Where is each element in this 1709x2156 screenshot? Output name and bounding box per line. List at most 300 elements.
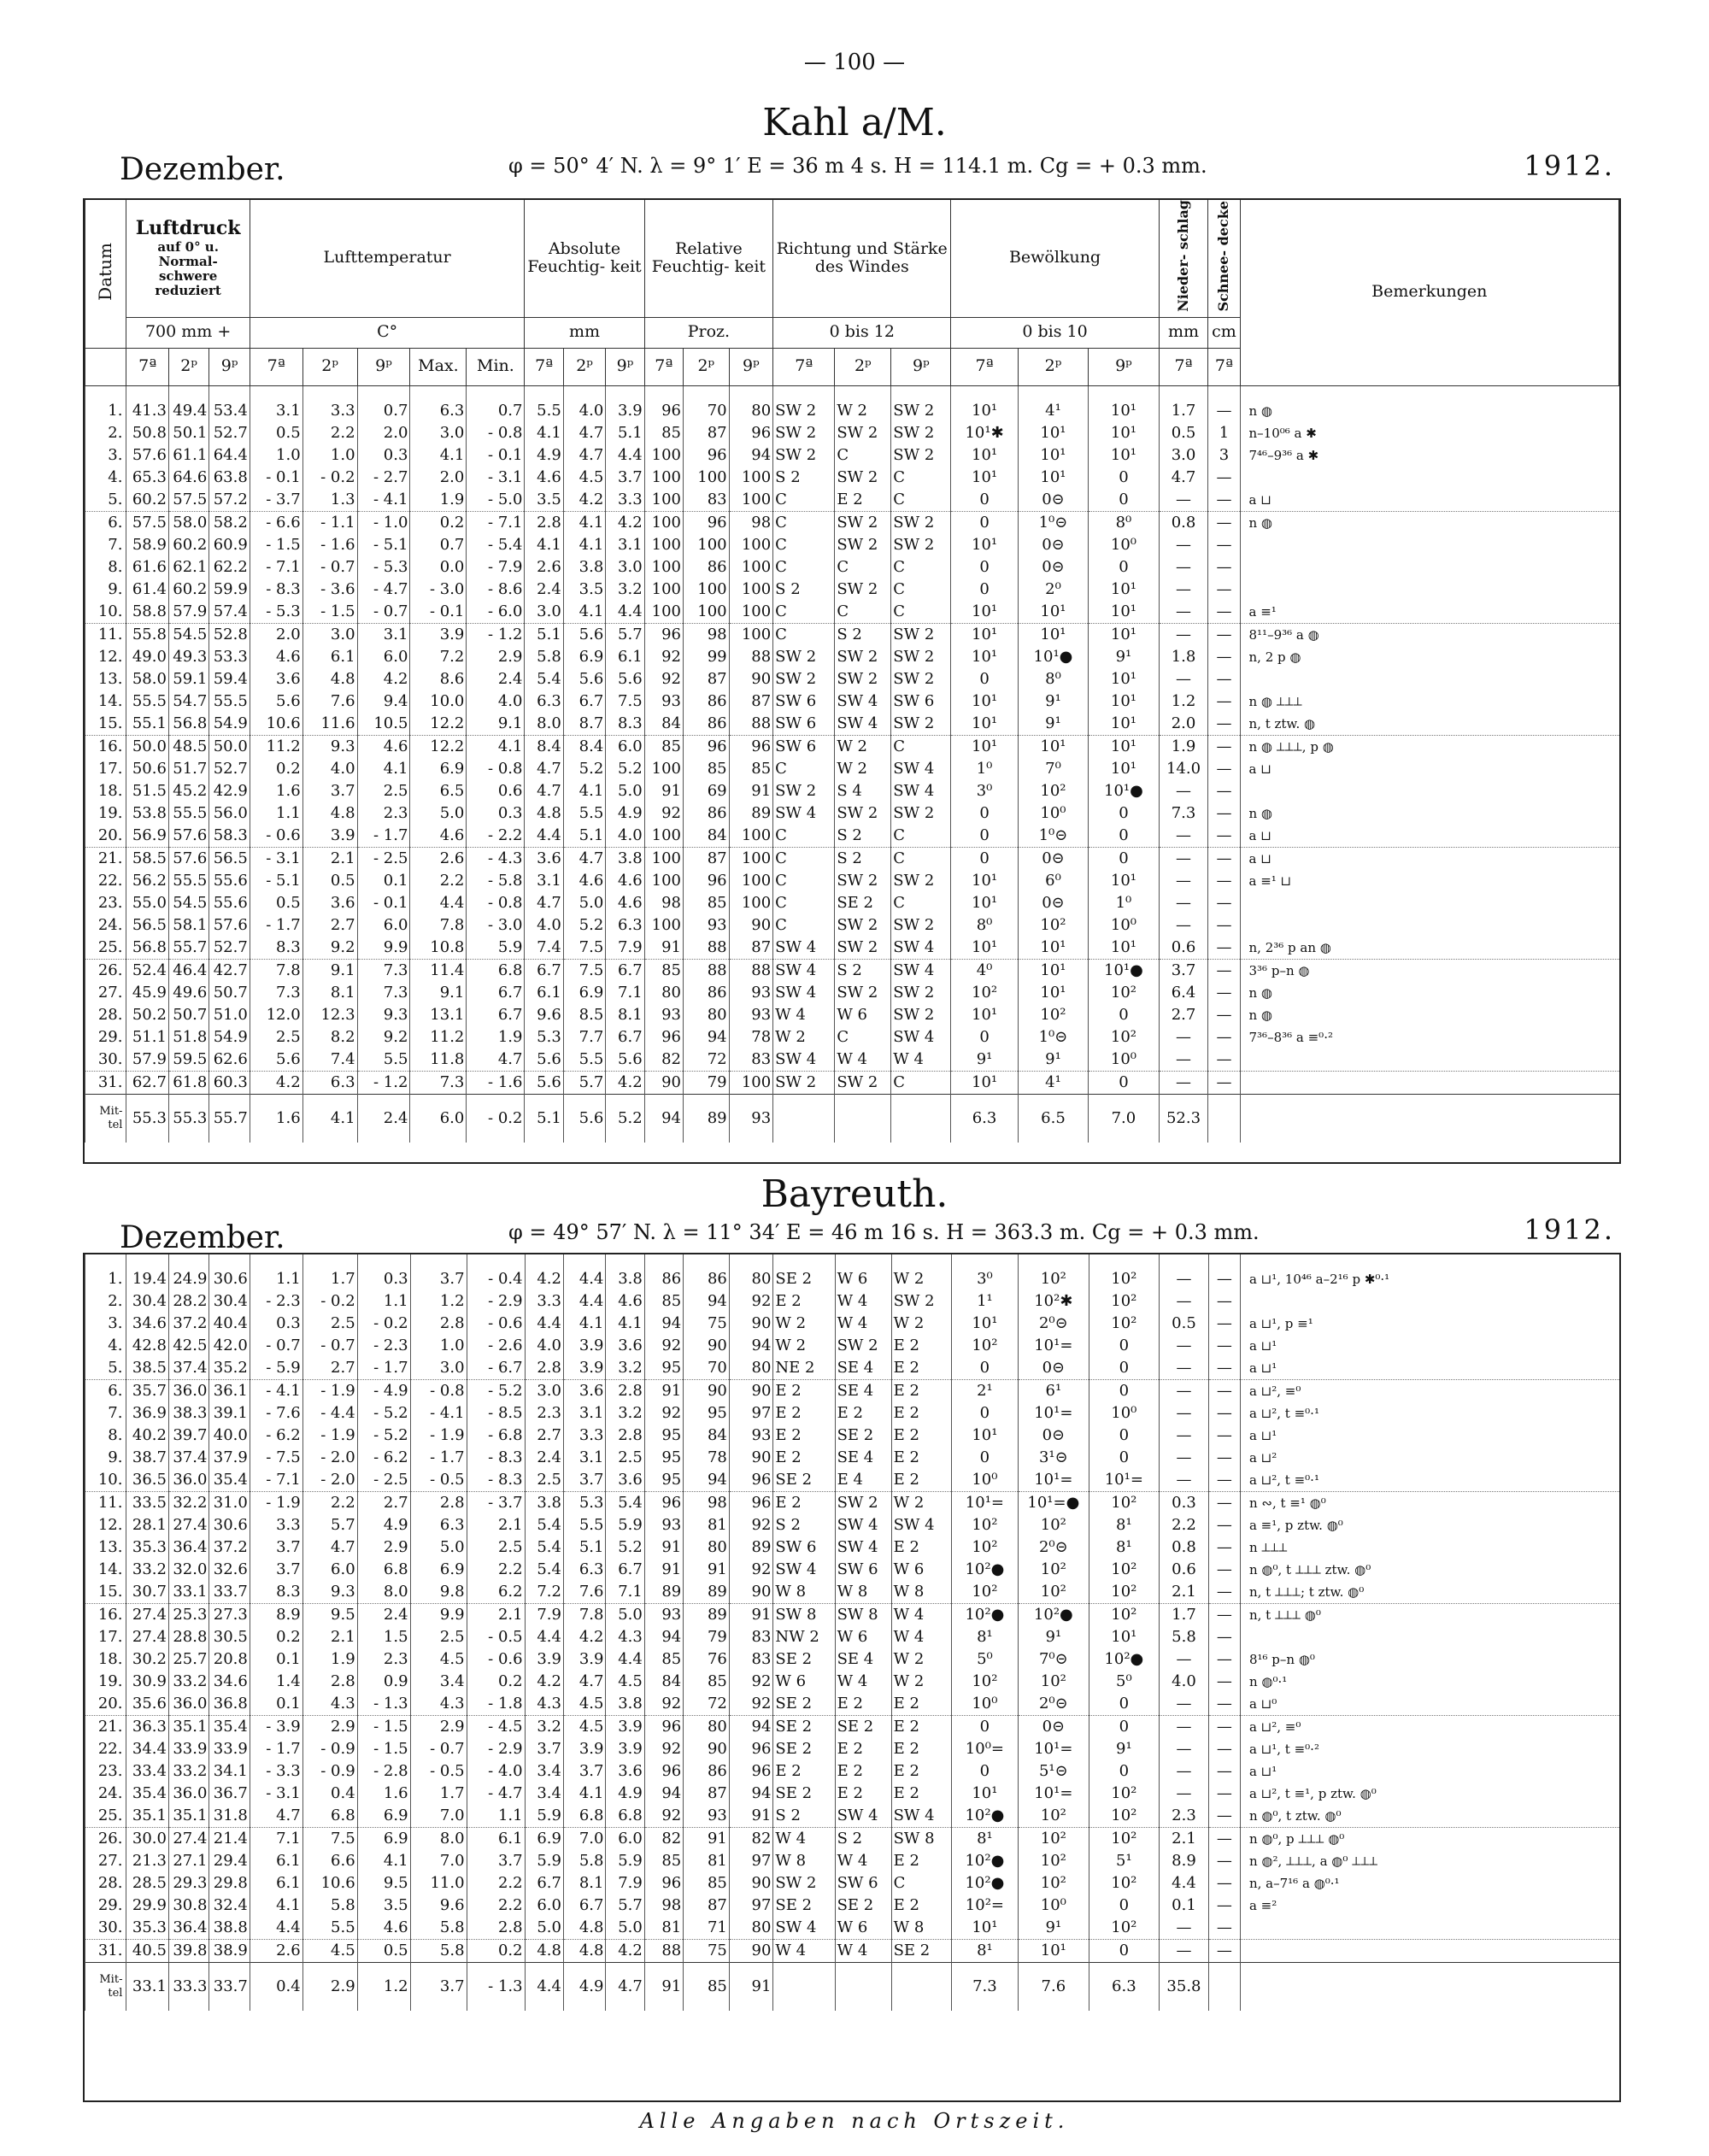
value-cell: 2.8 xyxy=(525,1357,563,1380)
value-cell: - 1.3 xyxy=(467,1963,525,2012)
value-cell: 30.4 xyxy=(126,1290,169,1313)
value-cell: SW 2 xyxy=(835,1492,891,1515)
value-cell: 6.6 xyxy=(302,1850,357,1872)
value-cell: 1⁰⊝ xyxy=(1018,1026,1088,1049)
header-abs-feuchtigkeit: Absolute Feuchtig- keit xyxy=(525,200,644,317)
value-cell: 8⁰ xyxy=(1089,511,1159,534)
value-cell: SW 2 xyxy=(891,444,951,467)
value-cell: 61.4 xyxy=(126,579,168,601)
value-cell: 8.9 xyxy=(1160,1850,1209,1872)
date-cell: 20. xyxy=(85,1693,126,1716)
value-cell: E 2 xyxy=(835,1783,891,1805)
date-cell: 11. xyxy=(85,1492,126,1515)
value-cell: 10¹ xyxy=(951,1313,1018,1335)
value-cell: SW 4 xyxy=(835,1805,891,1828)
value-cell: SW 4 xyxy=(891,1026,951,1049)
value-cell: - 2.5 xyxy=(357,847,410,870)
value-cell: SW 2 xyxy=(773,422,835,444)
value-cell: 30.4 xyxy=(209,1290,250,1313)
value-cell: SW 2 xyxy=(835,534,891,556)
table-row xyxy=(85,1626,1620,1648)
value-cell: 94 xyxy=(644,1626,683,1648)
date-cell: 12. xyxy=(85,646,126,668)
value-cell: 10² xyxy=(1089,1828,1160,1851)
value-cell: 3.0 xyxy=(606,556,644,579)
value-cell: 96 xyxy=(729,422,773,444)
value-cell: 10¹ xyxy=(1089,422,1159,444)
value-cell: SW 6 xyxy=(835,1872,891,1895)
value-cell: 4.9 xyxy=(563,1963,606,2012)
value-cell: 7.8 xyxy=(410,914,467,937)
header-niederschlag: Nieder- schlag xyxy=(1159,200,1208,317)
value-cell: 36.1 xyxy=(209,1380,250,1403)
value-cell: 7.4 xyxy=(525,937,563,960)
value-cell: 50.0 xyxy=(126,735,168,758)
value-cell: 1.7 xyxy=(302,1254,357,1290)
value-cell: — xyxy=(1208,892,1240,914)
value-cell: 100 xyxy=(729,892,773,914)
value-cell: SW 4 xyxy=(835,713,891,736)
remark-cell: n, t ⟂⟂⟂ ◍⁰ xyxy=(1240,1604,1619,1627)
value-cell: 5.1 xyxy=(606,422,644,444)
value-cell: 3.3 xyxy=(563,1425,606,1447)
value-cell: 5.2 xyxy=(606,758,644,780)
value-cell: 60.9 xyxy=(209,534,250,556)
value-cell: 6.0 xyxy=(606,735,644,758)
value-cell: 82 xyxy=(644,1828,683,1851)
value-cell: 88 xyxy=(729,646,773,668)
value-cell: 82 xyxy=(644,1049,683,1072)
value-cell: 1 xyxy=(1208,422,1240,444)
value-cell: 4.6 xyxy=(357,1917,410,1940)
value-cell: 91 xyxy=(644,1536,683,1559)
value-cell: 0 xyxy=(1089,467,1159,489)
date-cell: 30. xyxy=(85,1917,126,1940)
value-cell: 28.8 xyxy=(168,1626,208,1648)
value-cell: — xyxy=(1208,982,1240,1004)
value-cell: - 8.5 xyxy=(467,1402,525,1425)
value-cell: - 0.2 xyxy=(302,1290,357,1313)
table-row xyxy=(85,1828,1620,1851)
value-cell: 4.0 xyxy=(525,1335,563,1357)
value-cell: - 1.5 xyxy=(357,1738,410,1760)
value-cell: 1⁰ xyxy=(1089,892,1159,914)
value-cell: 1.0 xyxy=(302,444,357,467)
value-cell: - 8.6 xyxy=(467,579,525,601)
value-cell: 21.4 xyxy=(209,1828,250,1851)
value-cell: 95 xyxy=(644,1447,683,1469)
header-wind: Richtung und Stärke des Windes xyxy=(773,200,951,317)
value-cell: 0 xyxy=(1089,1760,1160,1783)
value-cell: 5.0 xyxy=(606,780,644,802)
value-cell: 6.1 xyxy=(250,1850,302,1872)
value-cell: — xyxy=(1208,959,1240,982)
value-cell: 5¹⊝ xyxy=(1019,1760,1089,1783)
value-cell: SW 6 xyxy=(773,1536,835,1559)
value-cell: — xyxy=(1208,1004,1240,1026)
value-cell: 5.8 xyxy=(563,1850,606,1872)
value-cell: 5.5 xyxy=(302,1917,357,1940)
table-row xyxy=(85,534,1619,556)
value-cell: 9¹ xyxy=(1089,646,1159,668)
value-cell: - 0.8 xyxy=(467,892,525,914)
value-cell: - 6.6 xyxy=(250,511,302,534)
remark-cell: a ⊔², t ≡⁰·¹ xyxy=(1240,1469,1619,1492)
value-cell: 36.4 xyxy=(168,1536,208,1559)
value-cell: 0.5 xyxy=(357,1940,410,1963)
value-cell: 55.6 xyxy=(209,870,250,892)
value-cell: 96 xyxy=(644,385,683,422)
value-cell: 3.2 xyxy=(606,579,644,601)
date-cell: 25. xyxy=(85,937,126,960)
table-row xyxy=(85,1559,1620,1581)
value-cell: S 2 xyxy=(835,1828,891,1851)
value-cell: 29.9 xyxy=(126,1895,169,1917)
value-cell: W 6 xyxy=(835,1917,891,1940)
value-cell: 6.7 xyxy=(467,982,525,1004)
date-cell: 29. xyxy=(85,1026,126,1049)
value-cell: SW 4 xyxy=(891,758,951,780)
value-cell: 9.3 xyxy=(302,1581,357,1604)
value-cell: 8¹ xyxy=(951,1626,1018,1648)
value-cell: 2.5 xyxy=(357,780,410,802)
remark-cell xyxy=(1240,1290,1619,1313)
value-cell: 36.0 xyxy=(168,1469,208,1492)
table-row xyxy=(85,1254,1620,1290)
value-cell: 10⁰ xyxy=(1089,534,1159,556)
value-cell: 10¹ xyxy=(951,385,1018,422)
value-cell: C xyxy=(773,534,835,556)
value-cell: 100 xyxy=(729,467,773,489)
footer-note: Alle Angaben nach Ortszeit. xyxy=(639,2109,1070,2133)
value-cell: 7.1 xyxy=(250,1828,302,1851)
value-cell: 2.5 xyxy=(410,1626,467,1648)
value-cell: 0 xyxy=(951,556,1018,579)
value-cell: 60.2 xyxy=(126,489,168,512)
value-cell: 9.5 xyxy=(302,1604,357,1627)
value-cell: - 4.5 xyxy=(467,1716,525,1739)
value-cell: 3.7 xyxy=(250,1536,302,1559)
value-cell: 4.0 xyxy=(467,690,525,713)
value-cell: 3.0 xyxy=(302,623,357,646)
value-cell: - 1.5 xyxy=(250,534,302,556)
value-cell: SW 2 xyxy=(835,982,891,1004)
value-cell: SW 2 xyxy=(891,1290,951,1313)
value-cell: 20.8 xyxy=(209,1648,250,1671)
value-cell: 37.4 xyxy=(168,1447,208,1469)
value-cell: 0⊝ xyxy=(1018,847,1088,870)
value-cell xyxy=(891,1094,951,1143)
value-cell: 10² xyxy=(1089,1917,1160,1940)
value-cell: 36.4 xyxy=(168,1917,208,1940)
value-cell: - 7.9 xyxy=(467,556,525,579)
value-cell: - 0.2 xyxy=(302,467,357,489)
value-cell: 70 xyxy=(684,1357,730,1380)
value-cell: SW 2 xyxy=(835,914,891,937)
value-cell: 100 xyxy=(644,467,683,489)
value-cell: 32.0 xyxy=(168,1559,208,1581)
value-cell: SE 4 xyxy=(835,1648,891,1671)
value-cell: 57.5 xyxy=(168,489,208,512)
value-cell: 7.3 xyxy=(1159,802,1208,825)
value-cell: W 6 xyxy=(891,1559,951,1581)
value-cell: 3⁰ xyxy=(951,1254,1018,1290)
value-cell: 8.0 xyxy=(357,1581,410,1604)
value-cell: 3.1 xyxy=(357,623,410,646)
date-cell: 9. xyxy=(85,1447,126,1469)
value-cell: 9¹ xyxy=(1018,1049,1088,1072)
value-cell: 7.5 xyxy=(606,690,644,713)
value-cell: - 0.1 xyxy=(467,444,525,467)
mittel-row xyxy=(85,1094,1619,1143)
value-cell: W 6 xyxy=(835,1004,891,1026)
header-rel-feuchtigkeit: Relative Feuchtig- keit xyxy=(644,200,773,317)
value-cell: 6.3 xyxy=(410,385,467,422)
value-cell: - 1.5 xyxy=(302,601,357,624)
value-cell: 5¹ xyxy=(1089,1850,1160,1872)
value-cell: 6.3 xyxy=(563,1559,606,1581)
value-cell: 97 xyxy=(729,1850,773,1872)
value-cell: 4.1 xyxy=(357,758,410,780)
value-cell: 46.4 xyxy=(168,959,208,982)
subheader-2p: 2ᵖ xyxy=(835,348,891,385)
value-cell: 3.8 xyxy=(563,556,605,579)
value-cell: 4.8 xyxy=(525,802,563,825)
value-cell: 2.8 xyxy=(606,1380,644,1403)
table-row xyxy=(85,959,1619,982)
date-cell: 2. xyxy=(85,422,126,444)
date-cell: 14. xyxy=(85,1559,126,1581)
value-cell: 1.0 xyxy=(250,444,302,467)
value-cell: 33.1 xyxy=(168,1581,208,1604)
value-cell: 0 xyxy=(951,1760,1018,1783)
value-cell: SE 2 xyxy=(773,1716,835,1739)
value-cell: C xyxy=(891,579,951,601)
value-cell: W 8 xyxy=(891,1917,951,1940)
value-cell: 4.3 xyxy=(606,1626,644,1648)
value-cell: 10¹=● xyxy=(1019,1492,1089,1515)
value-cell: E 4 xyxy=(835,1469,891,1492)
value-cell: 91 xyxy=(644,1963,683,2012)
value-cell: SW 2 xyxy=(773,668,835,690)
value-cell: 3.7 xyxy=(410,1254,467,1290)
value-cell: 2.1 xyxy=(467,1514,525,1536)
value-cell: 0.1 xyxy=(357,870,410,892)
date-cell: 21. xyxy=(85,1716,126,1739)
value-cell: - 4.4 xyxy=(302,1402,357,1425)
date-cell: 24. xyxy=(85,1783,126,1805)
value-cell: — xyxy=(1208,1917,1240,1940)
value-cell: 98 xyxy=(729,511,773,534)
value-cell: 39.1 xyxy=(209,1402,250,1425)
value-cell: 27.4 xyxy=(168,1514,208,1536)
value-cell: 30.8 xyxy=(168,1895,208,1917)
value-cell: 2.0 xyxy=(250,623,302,646)
value-cell: — xyxy=(1208,1026,1240,1049)
value-cell: 58.1 xyxy=(168,914,208,937)
value-cell: 2.7 xyxy=(1159,1004,1208,1026)
value-cell: 0 xyxy=(951,1026,1018,1049)
value-cell: 54.9 xyxy=(209,1026,250,1049)
value-cell: — xyxy=(1208,467,1240,489)
value-cell: — xyxy=(1159,534,1208,556)
value-cell: 4.1 xyxy=(606,1313,644,1335)
value-cell: 6.7 xyxy=(467,1004,525,1026)
value-cell: SW 4 xyxy=(835,1514,891,1536)
value-cell: 100 xyxy=(729,870,773,892)
value-cell: 10²● xyxy=(951,1559,1018,1581)
value-cell: C xyxy=(773,601,835,624)
value-cell: 90 xyxy=(729,914,773,937)
value-cell: 51.0 xyxy=(209,1004,250,1026)
value-cell: 24.9 xyxy=(168,1254,208,1290)
value-cell: 38.7 xyxy=(126,1447,169,1469)
value-cell: 6⁰ xyxy=(1018,870,1088,892)
value-cell: W 4 xyxy=(891,1626,951,1648)
value-cell: 57.2 xyxy=(209,489,250,512)
value-cell: — xyxy=(1159,668,1208,690)
value-cell: 96 xyxy=(644,1026,683,1049)
value-cell: 5.1 xyxy=(563,825,605,848)
value-cell: 7.3 xyxy=(951,1963,1018,2012)
date-cell: 12. xyxy=(85,1514,126,1536)
value-cell: 87 xyxy=(684,1783,730,1805)
value-cell: 71 xyxy=(684,1917,730,1940)
remark-cell xyxy=(1240,1963,1619,2012)
value-cell: 4.4 xyxy=(606,601,644,624)
value-cell: SW 8 xyxy=(835,1604,891,1627)
value-cell: 10²● xyxy=(1019,1604,1089,1627)
value-cell: 100 xyxy=(644,534,683,556)
value-cell: 4.2 xyxy=(563,1626,606,1648)
table-row xyxy=(85,1872,1620,1895)
value-cell: 3.6 xyxy=(606,1760,644,1783)
value-cell: 3.8 xyxy=(606,1693,644,1716)
value-cell: 1.9 xyxy=(410,489,467,512)
value-cell: 89 xyxy=(684,1581,730,1604)
value-cell: 4.9 xyxy=(606,1783,644,1805)
value-cell: — xyxy=(1160,1648,1209,1671)
value-cell: 85 xyxy=(644,735,683,758)
table-row xyxy=(85,1940,1620,1963)
value-cell: C xyxy=(773,556,835,579)
value-cell: 4.7 xyxy=(467,1049,525,1072)
value-cell: 6.1 xyxy=(302,646,357,668)
value-cell: 62.6 xyxy=(209,1049,250,1072)
value-cell: 3.6 xyxy=(302,892,357,914)
value-cell: 4.6 xyxy=(357,735,410,758)
value-cell: 75 xyxy=(684,1313,730,1335)
value-cell: — xyxy=(1208,1716,1240,1739)
value-cell: - 1.7 xyxy=(250,1738,302,1760)
value-cell: 95 xyxy=(644,1469,683,1492)
value-cell: - 7.1 xyxy=(250,1469,302,1492)
value-cell: 87 xyxy=(729,690,773,713)
value-cell: C xyxy=(891,489,951,512)
value-cell: 7.6 xyxy=(563,1581,606,1604)
value-cell: 57.4 xyxy=(209,601,250,624)
date-cell: 17. xyxy=(85,758,126,780)
value-cell: 4.6 xyxy=(563,870,605,892)
value-cell: — xyxy=(1208,1850,1240,1872)
value-cell xyxy=(835,1094,891,1143)
value-cell: SW 2 xyxy=(891,870,951,892)
value-cell: 1⁰⊝ xyxy=(1018,511,1088,534)
value-cell: 6.9 xyxy=(563,982,605,1004)
value-cell: 54.5 xyxy=(168,623,208,646)
value-cell: - 2.0 xyxy=(302,1447,357,1469)
value-cell: 4.4 xyxy=(525,1963,563,2012)
value-cell: 5.5 xyxy=(563,1514,606,1536)
value-cell: 2.0 xyxy=(410,467,467,489)
value-cell: 0.9 xyxy=(357,1671,410,1693)
value-cell: 10² xyxy=(951,1536,1018,1559)
value-cell: 4.9 xyxy=(606,802,644,825)
date-cell: 28. xyxy=(85,1872,126,1895)
value-cell: 4.3 xyxy=(302,1693,357,1716)
value-cell: 55.3 xyxy=(126,1094,168,1143)
date-cell: 15. xyxy=(85,713,126,736)
value-cell: 29.8 xyxy=(209,1872,250,1895)
value-cell: S 2 xyxy=(835,825,891,848)
value-cell: 86 xyxy=(684,1254,730,1290)
value-cell: 93 xyxy=(644,1514,683,1536)
value-cell: 0 xyxy=(1089,1335,1160,1357)
value-cell: 90 xyxy=(684,1335,730,1357)
value-cell: 2.2 xyxy=(467,1559,525,1581)
value-cell: W 8 xyxy=(835,1581,891,1604)
value-cell: 4.8 xyxy=(525,1940,563,1963)
value-cell: 36.0 xyxy=(168,1693,208,1716)
value-cell: 6.7 xyxy=(525,1872,563,1895)
value-cell: 2.8 xyxy=(302,1671,357,1693)
value-cell: 28.1 xyxy=(126,1514,169,1536)
value-cell: - 7.5 xyxy=(250,1447,302,1469)
value-cell: 10² xyxy=(1089,1254,1160,1290)
value-cell: 6.1 xyxy=(606,646,644,668)
date-cell: 31. xyxy=(85,1071,126,1094)
value-cell: 2.7 xyxy=(302,914,357,937)
table-row xyxy=(85,1425,1620,1447)
value-cell: — xyxy=(1208,1290,1240,1313)
value-cell: W 4 xyxy=(835,1940,891,1963)
value-cell: 4.9 xyxy=(525,444,563,467)
date-cell: Mit-tel xyxy=(85,1963,126,2012)
value-cell: — xyxy=(1208,1559,1240,1581)
value-cell: — xyxy=(1159,780,1208,802)
value-cell: 5.7 xyxy=(606,623,644,646)
value-cell: 5.3 xyxy=(563,1492,606,1515)
value-cell: 58.2 xyxy=(209,511,250,534)
value-cell: 2.8 xyxy=(606,1425,644,1447)
value-cell: SW 2 xyxy=(773,646,835,668)
value-cell: 79 xyxy=(684,1626,730,1648)
value-cell: 100 xyxy=(684,534,730,556)
value-cell: W 2 xyxy=(835,385,891,422)
value-cell: 10⁰ xyxy=(1089,914,1159,937)
value-cell: 80 xyxy=(684,1716,730,1739)
value-cell: — xyxy=(1208,579,1240,601)
year-bayreuth: 1912. xyxy=(1524,1213,1615,1246)
value-cell: 10⁰= xyxy=(951,1738,1018,1760)
value-cell: 7.9 xyxy=(606,937,644,960)
value-cell: 10¹● xyxy=(1089,780,1159,802)
value-cell: 5.0 xyxy=(410,1536,467,1559)
value-cell: - 1.5 xyxy=(357,1716,410,1739)
value-cell: 3.9 xyxy=(410,623,467,646)
value-cell: 61.6 xyxy=(126,556,168,579)
value-cell: 10²✱ xyxy=(1019,1290,1089,1313)
